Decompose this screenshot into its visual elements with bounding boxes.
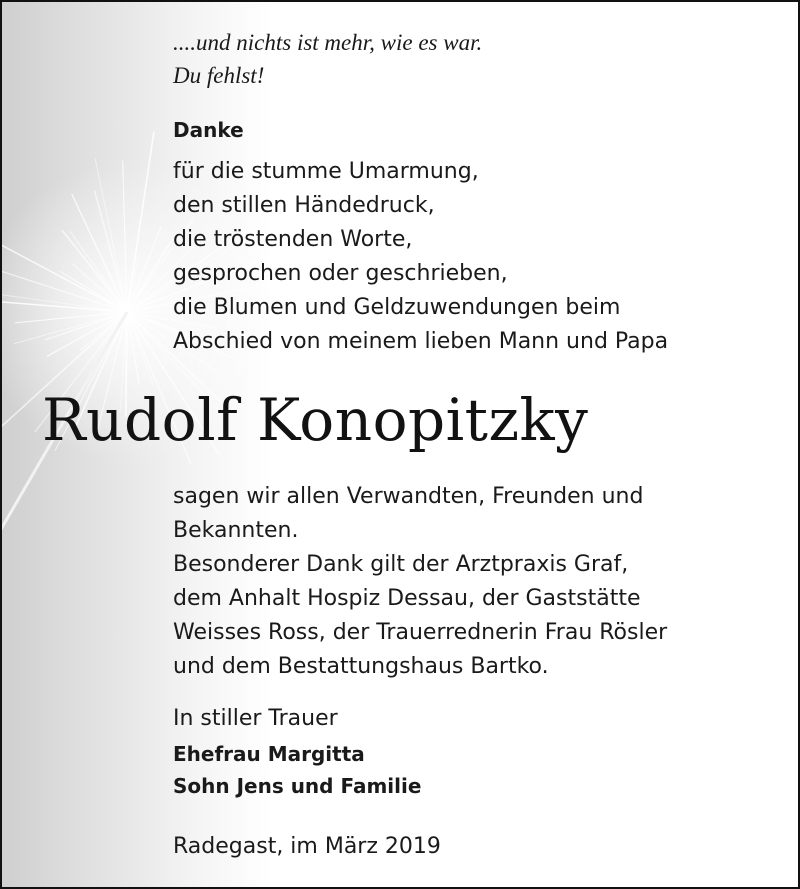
motto-line-2: Du fehlst! <box>173 63 265 88</box>
thanks-line: die Blumen und Geldzuwendungen beim <box>173 295 621 320</box>
thanks-line: den stillen Händedruck, <box>173 193 435 218</box>
place-date: Radegast, im März 2019 <box>173 834 441 859</box>
mourners-intro: In stiller Trauer <box>173 706 338 731</box>
thanks-line: Abschied von meinem lieben Mann und Papa <box>173 329 669 354</box>
deceased-name: Rudolf Konopitzky <box>42 386 589 454</box>
thanks-line: gesprochen oder geschrieben, <box>173 261 508 286</box>
gratitude-line: Weisses Ross, der Trauerrednerin Frau Rösler <box>173 620 668 645</box>
gratitude-line: Bekannten. <box>173 518 299 543</box>
gratitude-line: sagen wir allen Verwandten, Freunden und <box>173 484 644 509</box>
gratitude-line: Besonderer Dank gilt der Arztpraxis Graf, <box>173 552 629 577</box>
thanks-line: die tröstenden Worte, <box>173 227 413 252</box>
gratitude-line: dem Anhalt Hospiz Dessau, der Gaststätte <box>173 586 641 611</box>
mourner-name: Sohn Jens und Familie <box>173 774 422 798</box>
thanks-heading: Danke <box>173 118 244 142</box>
obituary-text <box>2 2 800 889</box>
thanks-line: für die stumme Umarmung, <box>173 159 479 184</box>
gratitude-line: und dem Bestattungshaus Bartko. <box>173 654 549 679</box>
motto-line-1: ....und nichts ist mehr, wie es war. <box>173 30 483 55</box>
mourner-name: Ehefrau Margitta <box>173 742 365 766</box>
